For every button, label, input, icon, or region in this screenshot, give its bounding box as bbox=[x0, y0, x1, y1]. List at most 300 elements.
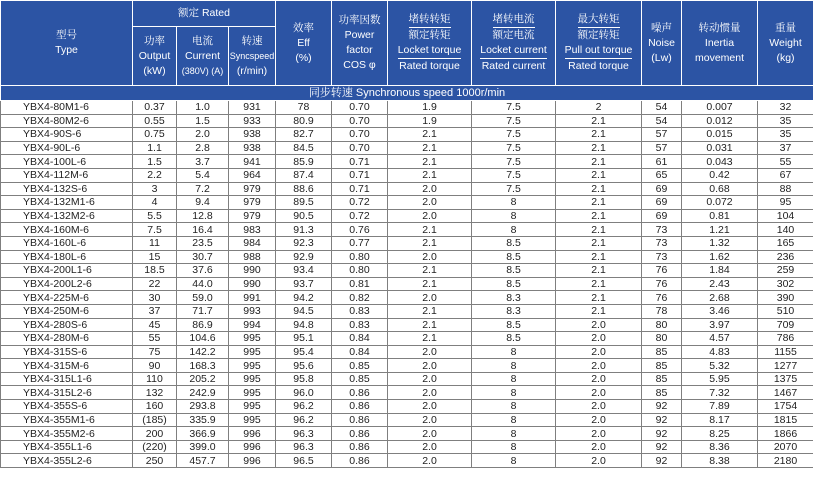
cell-power-factor: 0.85 bbox=[332, 372, 388, 386]
cell-current: 9.4 bbox=[177, 196, 229, 210]
cell-locked-torque: 2.1 bbox=[388, 318, 472, 332]
cell-current: 104.6 bbox=[177, 332, 229, 346]
cell-power-factor: 0.83 bbox=[332, 318, 388, 332]
cell-speed: 991 bbox=[229, 291, 276, 305]
col-header-pull-out-torque: 最大转矩 额定转矩 Pull out torque Rated torque bbox=[556, 1, 642, 86]
cell-weight: 709 bbox=[758, 318, 813, 332]
table-row bbox=[1, 400, 813, 414]
cell-efficiency: 80.9 bbox=[276, 114, 332, 128]
cell-locked-torque: 2.0 bbox=[388, 209, 472, 223]
table-row bbox=[1, 141, 813, 155]
cell-locked-current: 7.5 bbox=[472, 128, 556, 142]
cell-type: YBX4-100L-6 bbox=[1, 155, 133, 169]
cell-pull-out-torque: 2.0 bbox=[556, 332, 642, 346]
col-header-speed: 转速 Syncspeed (r/min) bbox=[229, 27, 276, 86]
cell-speed: 990 bbox=[229, 277, 276, 291]
cell-noise: 92 bbox=[642, 454, 682, 468]
cell-locked-torque: 2.0 bbox=[388, 427, 472, 441]
cell-power-factor: 0.80 bbox=[332, 250, 388, 264]
cell-pull-out-torque: 2.0 bbox=[556, 440, 642, 454]
col-header-type: 型号 Type bbox=[1, 1, 133, 86]
cell-output: 5.5 bbox=[133, 209, 177, 223]
cell-noise: 61 bbox=[642, 155, 682, 169]
cell-type: YBX4-160M-6 bbox=[1, 223, 133, 237]
table-row bbox=[1, 182, 813, 196]
cell-efficiency: 95.4 bbox=[276, 345, 332, 359]
cell-output: 0.75 bbox=[133, 128, 177, 142]
cell-output: 0.55 bbox=[133, 114, 177, 128]
col-header-rated-group: 额定 Rated bbox=[133, 1, 276, 27]
cell-inertia: 5.95 bbox=[682, 372, 758, 386]
cell-efficiency: 96.5 bbox=[276, 454, 332, 468]
cell-output: 250 bbox=[133, 454, 177, 468]
cell-inertia: 0.043 bbox=[682, 155, 758, 169]
cell-pull-out-torque: 2.0 bbox=[556, 427, 642, 441]
cell-inertia: 1.21 bbox=[682, 223, 758, 237]
cell-noise: 92 bbox=[642, 413, 682, 427]
cell-locked-torque: 2.0 bbox=[388, 250, 472, 264]
cell-efficiency: 82.7 bbox=[276, 128, 332, 142]
cell-weight: 165 bbox=[758, 236, 813, 250]
cell-output: 18.5 bbox=[133, 264, 177, 278]
cell-inertia: 0.68 bbox=[682, 182, 758, 196]
cell-current: 2.8 bbox=[177, 141, 229, 155]
cell-locked-torque: 2.0 bbox=[388, 413, 472, 427]
cell-inertia: 8.25 bbox=[682, 427, 758, 441]
cell-power-factor: 0.86 bbox=[332, 454, 388, 468]
cell-output: 55 bbox=[133, 332, 177, 346]
cell-current: 37.6 bbox=[177, 264, 229, 278]
cell-type: YBX4-160L-6 bbox=[1, 236, 133, 250]
cell-locked-current: 8.5 bbox=[472, 332, 556, 346]
cell-efficiency: 94.2 bbox=[276, 291, 332, 305]
table-row bbox=[1, 168, 813, 182]
table-row bbox=[1, 427, 813, 441]
cell-inertia: 3.97 bbox=[682, 318, 758, 332]
cell-pull-out-torque: 2.1 bbox=[556, 141, 642, 155]
cell-output: 30 bbox=[133, 291, 177, 305]
cell-locked-torque: 2.0 bbox=[388, 359, 472, 373]
table-row bbox=[1, 155, 813, 169]
cell-pull-out-torque: 2.1 bbox=[556, 114, 642, 128]
cell-speed: 964 bbox=[229, 168, 276, 182]
cell-type: YBX4-80M2-6 bbox=[1, 114, 133, 128]
cell-speed: 995 bbox=[229, 386, 276, 400]
cell-power-factor: 0.80 bbox=[332, 264, 388, 278]
cell-efficiency: 93.4 bbox=[276, 264, 332, 278]
cell-locked-current: 8 bbox=[472, 427, 556, 441]
cell-weight: 259 bbox=[758, 264, 813, 278]
cell-output: 90 bbox=[133, 359, 177, 373]
cell-type: YBX4-90S-6 bbox=[1, 128, 133, 142]
cell-weight: 1155 bbox=[758, 345, 813, 359]
cell-locked-torque: 2.0 bbox=[388, 372, 472, 386]
cell-current: 16.4 bbox=[177, 223, 229, 237]
cell-output: 7.5 bbox=[133, 223, 177, 237]
cell-current: 242.9 bbox=[177, 386, 229, 400]
cell-type: YBX4-315S-6 bbox=[1, 345, 133, 359]
cell-type: YBX4-200L2-6 bbox=[1, 277, 133, 291]
cell-locked-current: 7.5 bbox=[472, 182, 556, 196]
cell-weight: 55 bbox=[758, 155, 813, 169]
cell-noise: 57 bbox=[642, 128, 682, 142]
cell-locked-torque: 1.9 bbox=[388, 114, 472, 128]
cell-efficiency: 94.5 bbox=[276, 304, 332, 318]
cell-output: (220) bbox=[133, 440, 177, 454]
cell-power-factor: 0.76 bbox=[332, 223, 388, 237]
cell-efficiency: 92.3 bbox=[276, 236, 332, 250]
table-row bbox=[1, 264, 813, 278]
cell-type: YBX4-315M-6 bbox=[1, 359, 133, 373]
cell-pull-out-torque: 2.1 bbox=[556, 291, 642, 305]
col-header-efficiency: 效率 Eff (%) bbox=[276, 1, 332, 86]
cell-noise: 54 bbox=[642, 114, 682, 128]
cell-weight: 786 bbox=[758, 332, 813, 346]
cell-speed: 995 bbox=[229, 359, 276, 373]
cell-locked-current: 7.5 bbox=[472, 101, 556, 115]
cell-pull-out-torque: 2.0 bbox=[556, 372, 642, 386]
cell-output: 75 bbox=[133, 345, 177, 359]
cell-efficiency: 78 bbox=[276, 101, 332, 115]
cell-pull-out-torque: 2.1 bbox=[556, 182, 642, 196]
cell-locked-torque: 2.0 bbox=[388, 291, 472, 305]
cell-locked-current: 8.5 bbox=[472, 277, 556, 291]
cell-locked-torque: 2.0 bbox=[388, 182, 472, 196]
col-header-locked-torque: 堵转转矩 额定转矩 Locket torque Rated torque bbox=[388, 1, 472, 86]
cell-locked-torque: 2.1 bbox=[388, 141, 472, 155]
cell-power-factor: 0.71 bbox=[332, 168, 388, 182]
cell-current: 399.0 bbox=[177, 440, 229, 454]
cell-output: 37 bbox=[133, 304, 177, 318]
cell-type: YBX4-280S-6 bbox=[1, 318, 133, 332]
cell-current: 5.4 bbox=[177, 168, 229, 182]
cell-efficiency: 96.3 bbox=[276, 440, 332, 454]
cell-speed: 996 bbox=[229, 440, 276, 454]
cell-power-factor: 0.77 bbox=[332, 236, 388, 250]
col-header-locked-current: 堵转电流 额定电流 Locket current Rated current bbox=[472, 1, 556, 86]
cell-efficiency: 90.5 bbox=[276, 209, 332, 223]
cell-current: 142.2 bbox=[177, 345, 229, 359]
cell-speed: 931 bbox=[229, 101, 276, 115]
table-row bbox=[1, 372, 813, 386]
table-row bbox=[1, 209, 813, 223]
cell-inertia: 0.81 bbox=[682, 209, 758, 223]
cell-noise: 69 bbox=[642, 209, 682, 223]
cell-pull-out-torque: 2.1 bbox=[556, 277, 642, 291]
cell-pull-out-torque: 2.0 bbox=[556, 413, 642, 427]
cell-power-factor: 0.70 bbox=[332, 114, 388, 128]
cell-speed: 979 bbox=[229, 196, 276, 210]
cell-output: 200 bbox=[133, 427, 177, 441]
cell-noise: 76 bbox=[642, 277, 682, 291]
cell-current: 366.9 bbox=[177, 427, 229, 441]
cell-power-factor: 0.72 bbox=[332, 209, 388, 223]
table-row bbox=[1, 223, 813, 237]
cell-speed: 995 bbox=[229, 400, 276, 414]
cell-noise: 85 bbox=[642, 345, 682, 359]
table-row bbox=[1, 413, 813, 427]
cell-locked-current: 8.5 bbox=[472, 236, 556, 250]
cell-efficiency: 88.6 bbox=[276, 182, 332, 196]
cell-efficiency: 93.7 bbox=[276, 277, 332, 291]
cell-efficiency: 95.8 bbox=[276, 372, 332, 386]
cell-output: 132 bbox=[133, 386, 177, 400]
cell-weight: 1277 bbox=[758, 359, 813, 373]
cell-noise: 85 bbox=[642, 372, 682, 386]
cell-output: 4 bbox=[133, 196, 177, 210]
cell-inertia: 7.32 bbox=[682, 386, 758, 400]
cell-inertia: 4.83 bbox=[682, 345, 758, 359]
cell-power-factor: 0.83 bbox=[332, 304, 388, 318]
cell-type: YBX4-250M-6 bbox=[1, 304, 133, 318]
cell-speed: 988 bbox=[229, 250, 276, 264]
cell-noise: 80 bbox=[642, 318, 682, 332]
cell-weight: 510 bbox=[758, 304, 813, 318]
cell-noise: 57 bbox=[642, 141, 682, 155]
cell-locked-torque: 2.1 bbox=[388, 236, 472, 250]
table-row bbox=[1, 345, 813, 359]
cell-noise: 69 bbox=[642, 196, 682, 210]
cell-locked-current: 8 bbox=[472, 223, 556, 237]
cell-speed: 996 bbox=[229, 427, 276, 441]
cell-type: YBX4-90L-6 bbox=[1, 141, 133, 155]
cell-noise: 76 bbox=[642, 291, 682, 305]
cell-locked-current: 7.5 bbox=[472, 141, 556, 155]
cell-efficiency: 87.4 bbox=[276, 168, 332, 182]
cell-locked-torque: 2.0 bbox=[388, 454, 472, 468]
cell-weight: 236 bbox=[758, 250, 813, 264]
cell-locked-torque: 2.1 bbox=[388, 332, 472, 346]
cell-locked-current: 8.3 bbox=[472, 304, 556, 318]
cell-locked-current: 8 bbox=[472, 196, 556, 210]
cell-inertia: 1.32 bbox=[682, 236, 758, 250]
cell-current: 2.0 bbox=[177, 128, 229, 142]
cell-output: 45 bbox=[133, 318, 177, 332]
cell-pull-out-torque: 2.0 bbox=[556, 345, 642, 359]
cell-speed: 938 bbox=[229, 128, 276, 142]
cell-locked-torque: 1.9 bbox=[388, 101, 472, 115]
cell-locked-current: 8 bbox=[472, 359, 556, 373]
cell-pull-out-torque: 2.1 bbox=[556, 304, 642, 318]
cell-weight: 35 bbox=[758, 114, 813, 128]
cell-efficiency: 89.5 bbox=[276, 196, 332, 210]
cell-speed: 979 bbox=[229, 182, 276, 196]
cell-type: YBX4-80M1-6 bbox=[1, 101, 133, 115]
cell-power-factor: 0.84 bbox=[332, 332, 388, 346]
cell-weight: 67 bbox=[758, 168, 813, 182]
cell-weight: 32 bbox=[758, 101, 813, 115]
cell-locked-torque: 2.1 bbox=[388, 168, 472, 182]
cell-current: 86.9 bbox=[177, 318, 229, 332]
cell-locked-current: 8 bbox=[472, 400, 556, 414]
cell-type: YBX4-355M1-6 bbox=[1, 413, 133, 427]
cell-type: YBX4-355L1-6 bbox=[1, 440, 133, 454]
cell-current: 71.7 bbox=[177, 304, 229, 318]
cell-weight: 104 bbox=[758, 209, 813, 223]
cell-current: 7.2 bbox=[177, 182, 229, 196]
cell-inertia: 0.012 bbox=[682, 114, 758, 128]
cell-pull-out-torque: 2.1 bbox=[556, 264, 642, 278]
cell-pull-out-torque: 2.0 bbox=[556, 359, 642, 373]
cell-current: 1.5 bbox=[177, 114, 229, 128]
cell-inertia: 1.62 bbox=[682, 250, 758, 264]
col-header-noise: 噪声 Noise (Lw) bbox=[642, 1, 682, 86]
cell-power-factor: 0.85 bbox=[332, 359, 388, 373]
cell-power-factor: 0.84 bbox=[332, 345, 388, 359]
cell-power-factor: 0.86 bbox=[332, 400, 388, 414]
cell-noise: 92 bbox=[642, 427, 682, 441]
cell-weight: 37 bbox=[758, 141, 813, 155]
cell-output: 15 bbox=[133, 250, 177, 264]
cell-locked-torque: 2.1 bbox=[388, 223, 472, 237]
cell-noise: 73 bbox=[642, 250, 682, 264]
cell-noise: 73 bbox=[642, 223, 682, 237]
table-row bbox=[1, 236, 813, 250]
cell-type: YBX4-355M2-6 bbox=[1, 427, 133, 441]
cell-efficiency: 95.6 bbox=[276, 359, 332, 373]
cell-output: 22 bbox=[133, 277, 177, 291]
table-row bbox=[1, 291, 813, 305]
cell-power-factor: 0.82 bbox=[332, 291, 388, 305]
cell-weight: 390 bbox=[758, 291, 813, 305]
table-row bbox=[1, 128, 813, 142]
cell-speed: 995 bbox=[229, 372, 276, 386]
cell-speed: 994 bbox=[229, 318, 276, 332]
cell-current: 293.8 bbox=[177, 400, 229, 414]
cell-output: 1.5 bbox=[133, 155, 177, 169]
cell-power-factor: 0.86 bbox=[332, 386, 388, 400]
cell-locked-torque: 2.0 bbox=[388, 345, 472, 359]
cell-type: YBX4-132M2-6 bbox=[1, 209, 133, 223]
cell-locked-torque: 2.1 bbox=[388, 277, 472, 291]
cell-power-factor: 0.86 bbox=[332, 440, 388, 454]
cell-weight: 1467 bbox=[758, 386, 813, 400]
col-header-output: 功率 Output (kW) bbox=[133, 27, 177, 86]
cell-pull-out-torque: 2.1 bbox=[556, 223, 642, 237]
cell-inertia: 0.015 bbox=[682, 128, 758, 142]
table-row bbox=[1, 386, 813, 400]
table-body bbox=[1, 101, 813, 468]
cell-power-factor: 0.86 bbox=[332, 427, 388, 441]
cell-inertia: 4.57 bbox=[682, 332, 758, 346]
cell-locked-current: 7.5 bbox=[472, 168, 556, 182]
cell-efficiency: 96.2 bbox=[276, 400, 332, 414]
cell-speed: 983 bbox=[229, 223, 276, 237]
cell-inertia: 3.46 bbox=[682, 304, 758, 318]
table-row bbox=[1, 359, 813, 373]
cell-noise: 85 bbox=[642, 359, 682, 373]
cell-type: YBX4-132S-6 bbox=[1, 182, 133, 196]
cell-type: YBX4-315L2-6 bbox=[1, 386, 133, 400]
cell-type: YBX4-112M-6 bbox=[1, 168, 133, 182]
cell-speed: 990 bbox=[229, 264, 276, 278]
cell-type: YBX4-315L1-6 bbox=[1, 372, 133, 386]
cell-type: YBX4-280M-6 bbox=[1, 332, 133, 346]
cell-speed: 933 bbox=[229, 114, 276, 128]
cell-speed: 979 bbox=[229, 209, 276, 223]
cell-type: YBX4-355S-6 bbox=[1, 400, 133, 414]
cell-current: 205.2 bbox=[177, 372, 229, 386]
col-header-current: 电流 Current (380V) (A) bbox=[177, 27, 229, 86]
cell-efficiency: 84.5 bbox=[276, 141, 332, 155]
cell-locked-current: 7.5 bbox=[472, 114, 556, 128]
cell-type: YBX4-180L-6 bbox=[1, 250, 133, 264]
cell-speed: 995 bbox=[229, 345, 276, 359]
table-row bbox=[1, 277, 813, 291]
cell-inertia: 7.89 bbox=[682, 400, 758, 414]
cell-weight: 1866 bbox=[758, 427, 813, 441]
cell-speed: 993 bbox=[229, 304, 276, 318]
col-header-weight: 重量 Weight (kg) bbox=[758, 1, 813, 86]
table-row bbox=[1, 250, 813, 264]
cell-current: 59.0 bbox=[177, 291, 229, 305]
cell-pull-out-torque: 2.1 bbox=[556, 250, 642, 264]
cell-speed: 995 bbox=[229, 332, 276, 346]
cell-weight: 2180 bbox=[758, 454, 813, 468]
cell-noise: 69 bbox=[642, 182, 682, 196]
cell-efficiency: 92.9 bbox=[276, 250, 332, 264]
cell-weight: 140 bbox=[758, 223, 813, 237]
cell-locked-torque: 2.1 bbox=[388, 155, 472, 169]
cell-locked-torque: 2.0 bbox=[388, 196, 472, 210]
cell-pull-out-torque: 2.0 bbox=[556, 400, 642, 414]
cell-locked-current: 8 bbox=[472, 454, 556, 468]
cell-output: 1.1 bbox=[133, 141, 177, 155]
cell-speed: 984 bbox=[229, 236, 276, 250]
cell-weight: 1815 bbox=[758, 413, 813, 427]
cell-weight: 35 bbox=[758, 128, 813, 142]
cell-pull-out-torque: 2.1 bbox=[556, 128, 642, 142]
cell-pull-out-torque: 2.1 bbox=[556, 209, 642, 223]
col-header-inertia: 转动惯量 Inertia movement bbox=[682, 1, 758, 86]
cell-type: YBX4-200L1-6 bbox=[1, 264, 133, 278]
cell-locked-current: 8 bbox=[472, 413, 556, 427]
cell-locked-current: 8.3 bbox=[472, 291, 556, 305]
cell-output: 0.37 bbox=[133, 101, 177, 115]
cell-inertia: 0.42 bbox=[682, 168, 758, 182]
cell-noise: 85 bbox=[642, 386, 682, 400]
cell-locked-torque: 2.1 bbox=[388, 304, 472, 318]
table-row bbox=[1, 114, 813, 128]
synchronous-speed-subheader: 同步转速 Synchronous speed 1000r/min bbox=[1, 86, 813, 101]
cell-inertia: 8.38 bbox=[682, 454, 758, 468]
cell-noise: 65 bbox=[642, 168, 682, 182]
cell-power-factor: 0.72 bbox=[332, 196, 388, 210]
cell-pull-out-torque: 2.0 bbox=[556, 318, 642, 332]
cell-pull-out-torque: 2.1 bbox=[556, 236, 642, 250]
cell-noise: 76 bbox=[642, 264, 682, 278]
cell-weight: 95 bbox=[758, 196, 813, 210]
cell-weight: 88 bbox=[758, 182, 813, 196]
cell-output: 110 bbox=[133, 372, 177, 386]
cell-locked-current: 8 bbox=[472, 386, 556, 400]
cell-locked-current: 8 bbox=[472, 372, 556, 386]
cell-power-factor: 0.70 bbox=[332, 101, 388, 115]
cell-current: 457.7 bbox=[177, 454, 229, 468]
cell-current: 23.5 bbox=[177, 236, 229, 250]
cell-inertia: 1.84 bbox=[682, 264, 758, 278]
cell-locked-current: 7.5 bbox=[472, 155, 556, 169]
table-row bbox=[1, 304, 813, 318]
cell-weight: 2070 bbox=[758, 440, 813, 454]
cell-noise: 73 bbox=[642, 236, 682, 250]
cell-locked-current: 8 bbox=[472, 209, 556, 223]
cell-inertia: 0.031 bbox=[682, 141, 758, 155]
table-row bbox=[1, 440, 813, 454]
cell-current: 12.8 bbox=[177, 209, 229, 223]
cell-speed: 996 bbox=[229, 454, 276, 468]
cell-current: 3.7 bbox=[177, 155, 229, 169]
